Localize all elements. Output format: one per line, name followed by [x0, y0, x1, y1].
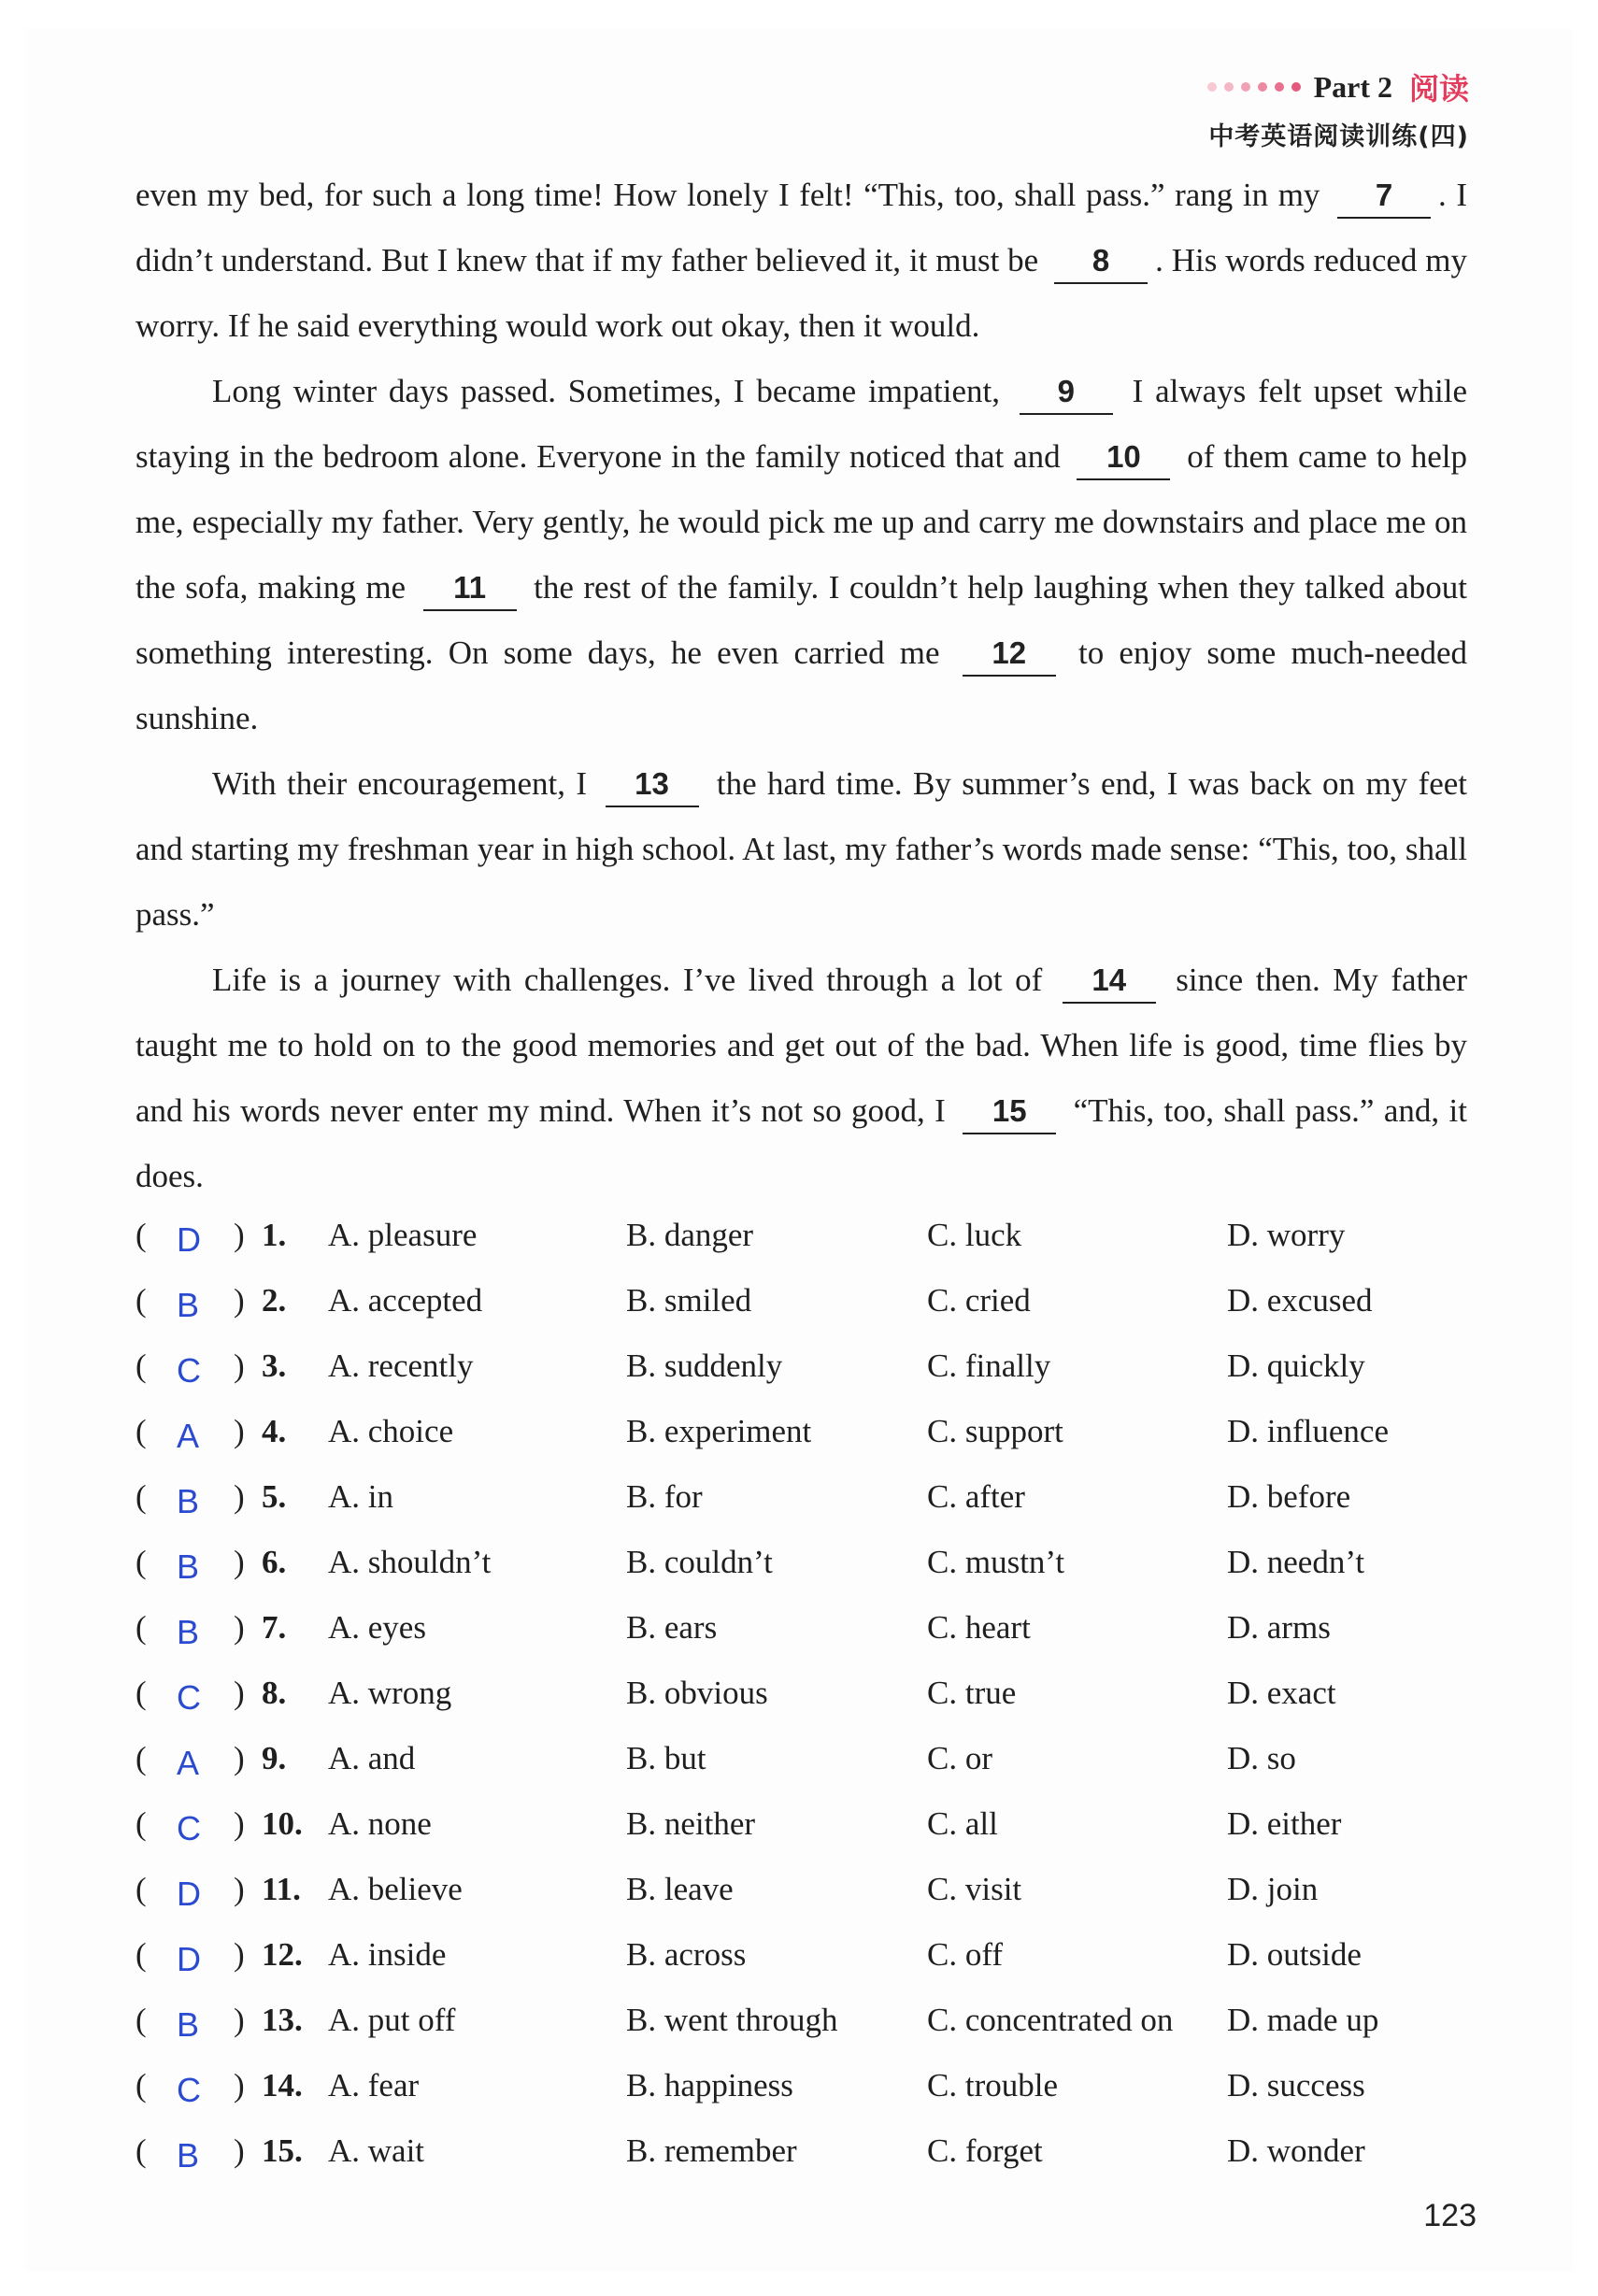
option-a: A. and: [328, 1740, 416, 1776]
section-label: 阅读: [1408, 71, 1469, 107]
option-b: B. experiment: [626, 1413, 812, 1449]
question-number: 15.: [262, 2132, 303, 2169]
option-d: D. outside: [1227, 1936, 1362, 1973]
option-d: D. wonder: [1227, 2132, 1365, 2169]
answer-letter: C: [177, 1678, 201, 1717]
option-c: C. concentrated on: [927, 2002, 1174, 2038]
passage: [136, 163, 1467, 1209]
question-number: 1.: [262, 1217, 287, 1253]
option-c: C. forget: [927, 2132, 1043, 2169]
option-d: D. influence: [1227, 1413, 1389, 1449]
paren-left: (: [136, 1478, 147, 1515]
answer-letter: C: [177, 2071, 201, 2109]
dot-icon: [1224, 82, 1234, 92]
option-a: A. wait: [328, 2132, 425, 2169]
option-b: B. across: [626, 1936, 747, 1973]
part-label: Part 2: [1313, 69, 1392, 104]
option-a: A. shouldn’t: [328, 1544, 492, 1580]
paren-left: (: [136, 1544, 147, 1580]
passage-text: With their encouragement, I: [212, 765, 588, 802]
paren-right: ): [234, 1217, 245, 1253]
option-b: B. danger: [626, 1217, 754, 1253]
option-a: A. wrong: [328, 1675, 452, 1711]
option-a: A. inside: [328, 1936, 447, 1973]
option-d: D. before: [1227, 1478, 1351, 1515]
paren-right: ): [234, 1348, 245, 1384]
paren-right: ): [234, 1740, 245, 1776]
option-c: C. after: [927, 1478, 1025, 1515]
passage-text: even my bed, for such a long time! How lonely I felt! “This, too, shall pass.” rang in my: [136, 177, 1320, 213]
paren-right: ): [234, 1544, 245, 1580]
question-row: [136, 1600, 1472, 1665]
option-c: C. all: [927, 1805, 998, 1842]
question-row: [136, 1665, 1472, 1731]
question-row: [136, 1927, 1472, 1992]
option-a: A. put off: [328, 2002, 456, 2038]
question-number: 10.: [262, 1805, 303, 1842]
option-a: A. believe: [328, 1871, 463, 1907]
question-row: [136, 1207, 1472, 1273]
question-number: 5.: [262, 1478, 287, 1515]
option-d: D. made up: [1227, 2002, 1379, 2038]
answer-letter: B: [177, 1613, 200, 1651]
option-b: B. leave: [626, 1871, 734, 1907]
passage-text: Life is a journey with challenges. I’ve lived through a lot of: [212, 962, 1043, 998]
question-row: [136, 2123, 1472, 2189]
option-b: B. couldn’t: [626, 1544, 773, 1580]
paren-left: (: [136, 1217, 147, 1253]
paren-right: ): [234, 1478, 245, 1515]
option-c: C. true: [927, 1675, 1017, 1711]
blank-11: 11: [423, 566, 517, 611]
option-c: C. or: [927, 1740, 992, 1776]
header-subtitle: 中考英语阅读训练(四): [1208, 122, 1469, 151]
paragraph-3: [136, 751, 1467, 948]
question-list: [136, 1207, 1472, 2189]
passage-text: the rest of the family. I couldn’t help laughing when they talked about something interesting. On some days, he even carried me: [136, 569, 1468, 671]
paren-left: (: [136, 1871, 147, 1907]
option-d: D. quickly: [1227, 1348, 1365, 1384]
option-d: D. arms: [1227, 1609, 1331, 1646]
paragraph-2: [136, 359, 1467, 751]
passage-text: . His words reduced my worry. If he said everything would work out okay, then it would.: [136, 242, 1468, 344]
question-number: 14.: [262, 2067, 303, 2103]
blank-8: 8: [1054, 239, 1148, 284]
answer-letter: B: [177, 2005, 200, 2044]
answer-letter: A: [177, 1417, 200, 1455]
decorative-dots: [1207, 82, 1301, 92]
option-b: B. for: [626, 1478, 703, 1515]
option-b: B. happiness: [626, 2067, 793, 2103]
passage-text: of them came to help me, especially my father. Very gently, he would pick me up and carry me downstairs and place me on the sofa, making me: [136, 438, 1468, 606]
dot-icon: [1275, 82, 1284, 92]
paren-left: (: [136, 1348, 147, 1384]
option-b: B. obvious: [626, 1675, 768, 1711]
question-number: 8.: [262, 1675, 287, 1711]
option-c: C. luck: [927, 1217, 1022, 1253]
passage-text: “This, too, shall pass.” and, it does.: [136, 1092, 1468, 1194]
paren-left: (: [136, 2067, 147, 2103]
option-c: C. support: [927, 1413, 1063, 1449]
option-a: A. choice: [328, 1413, 454, 1449]
paren-right: ): [234, 1675, 245, 1711]
paren-left: (: [136, 2002, 147, 2038]
question-number: 3.: [262, 1348, 287, 1384]
answer-letter: C: [177, 1351, 201, 1390]
paren-left: (: [136, 1282, 147, 1319]
dot-icon: [1241, 82, 1250, 92]
option-a: A. in: [328, 1478, 393, 1515]
question-row: [136, 1992, 1472, 2058]
passage-text: to enjoy some much-needed sunshine.: [136, 635, 1468, 736]
answer-letter: B: [177, 1547, 200, 1586]
question-number: 2.: [262, 1282, 287, 1319]
option-a: A. fear: [328, 2067, 420, 2103]
passage-text: I always felt upset while staying in the bedroom alone. Everyone in the family noticed that and: [136, 373, 1468, 475]
paren-left: (: [136, 2132, 147, 2169]
blank-7: 7: [1337, 174, 1431, 219]
blank-10: 10: [1077, 435, 1170, 480]
question-row: [136, 2058, 1472, 2123]
answer-letter: D: [177, 1220, 201, 1259]
option-d: D. join: [1227, 1871, 1319, 1907]
question-number: 6.: [262, 1544, 287, 1580]
option-d: D. so: [1227, 1740, 1296, 1776]
answer-letter: B: [177, 2136, 200, 2175]
question-row: [136, 1534, 1472, 1600]
option-c: C. trouble: [927, 2067, 1058, 2103]
option-b: B. but: [626, 1740, 706, 1776]
paren-right: ): [234, 1805, 245, 1842]
answer-letter: B: [177, 1482, 200, 1520]
header-title-row: [1207, 65, 1469, 108]
answer-letter: A: [177, 1744, 200, 1782]
answer-letter: D: [177, 1940, 201, 1978]
option-b: B. remember: [626, 2132, 797, 2169]
question-row: [136, 1861, 1472, 1927]
paren-left: (: [136, 1740, 147, 1776]
question-number: 12.: [262, 1936, 303, 1973]
option-b: B. neither: [626, 1805, 756, 1842]
option-d: D. needn’t: [1227, 1544, 1365, 1580]
question-number: 13.: [262, 2002, 303, 2038]
option-c: C. visit: [927, 1871, 1022, 1907]
question-row: [136, 1404, 1472, 1469]
paren-right: ): [234, 1871, 245, 1907]
blank-14: 14: [1063, 959, 1156, 1004]
option-c: C. cried: [927, 1282, 1031, 1319]
paren-left: (: [136, 1413, 147, 1449]
blank-9: 9: [1020, 370, 1113, 415]
option-d: D. exact: [1227, 1675, 1336, 1711]
paren-right: ): [234, 2132, 245, 2169]
paren-right: ): [234, 1609, 245, 1646]
option-d: D. excused: [1227, 1282, 1373, 1319]
option-a: A. none: [328, 1805, 432, 1842]
question-row: [136, 1469, 1472, 1534]
option-c: C. finally: [927, 1348, 1051, 1384]
page-number: 123: [1423, 2198, 1477, 2233]
dot-icon: [1291, 82, 1301, 92]
paren-left: (: [136, 1936, 147, 1973]
paren-right: ): [234, 2067, 245, 2103]
question-number: 9.: [262, 1740, 287, 1776]
paren-right: ): [234, 1936, 245, 1973]
dot-icon: [1258, 82, 1267, 92]
question-number: 11.: [262, 1871, 301, 1907]
question-row: [136, 1796, 1472, 1861]
dot-icon: [1207, 82, 1217, 92]
page-header: [1207, 65, 1469, 152]
blank-13: 13: [606, 763, 699, 807]
question-number: 4.: [262, 1413, 287, 1449]
option-b: B. suddenly: [626, 1348, 783, 1384]
question-number: 7.: [262, 1609, 287, 1646]
paren-right: ): [234, 1413, 245, 1449]
option-a: A. accepted: [328, 1282, 483, 1319]
option-a: A. eyes: [328, 1609, 426, 1646]
answer-letter: D: [177, 1875, 201, 1913]
paren-left: (: [136, 1805, 147, 1842]
option-c: C. off: [927, 1936, 1004, 1973]
paren-right: ): [234, 2002, 245, 2038]
paragraph-1: [136, 163, 1467, 359]
passage-text: since then. My father taught me to hold on to the good memories and get out of the bad. When life is good, time flies by and his words never enter my mind. When it’s not so good, I: [136, 962, 1467, 1129]
option-b: B. went through: [626, 2002, 838, 2038]
answer-letter: C: [177, 1809, 201, 1847]
paren-left: (: [136, 1675, 147, 1711]
option-d: D. success: [1227, 2067, 1365, 2103]
passage-text: Long winter days passed. Sometimes, I became impatient,: [212, 373, 1000, 409]
option-a: A. pleasure: [328, 1217, 478, 1253]
question-row: [136, 1273, 1472, 1338]
answer-letter: B: [177, 1286, 200, 1324]
blank-12: 12: [963, 632, 1056, 677]
paren-right: ): [234, 1282, 245, 1319]
question-row: [136, 1731, 1472, 1796]
option-c: C. heart: [927, 1609, 1031, 1646]
option-b: B. smiled: [626, 1282, 752, 1319]
passage-text: the hard time. By summer’s end, I was back on my feet and starting my freshman year in high school. At last, my father’s words made sense: “This, too, shall pass.”: [136, 765, 1468, 933]
passage-text: . I didn’t understand. But I knew that if my father believed it, it must be: [136, 177, 1468, 278]
option-c: C. mustn’t: [927, 1544, 1065, 1580]
option-d: D. either: [1227, 1805, 1342, 1842]
paren-left: (: [136, 1609, 147, 1646]
blank-15: 15: [963, 1090, 1056, 1134]
option-d: D. worry: [1227, 1217, 1346, 1253]
question-row: [136, 1338, 1472, 1404]
option-b: B. ears: [626, 1609, 718, 1646]
paragraph-4: [136, 948, 1467, 1209]
option-a: A. recently: [328, 1348, 474, 1384]
